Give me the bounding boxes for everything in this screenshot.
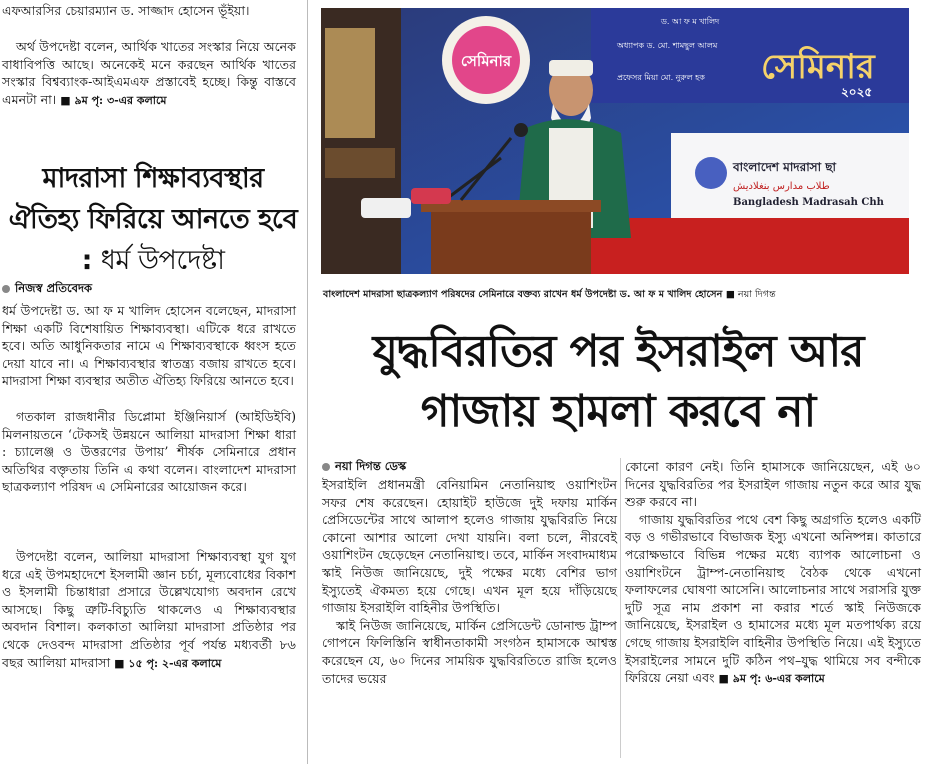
column-divider xyxy=(307,0,308,764)
seminar-title: সেমিনার xyxy=(761,47,875,87)
banner-line: ড. আ ফ ম খালিদ xyxy=(661,17,720,26)
caption-source: ■ নয়া দিগন্ত xyxy=(725,289,776,300)
story-headline[interactable]: যুদ্ধবিরতির পর ইসরাইল আর গাজায় হামলা করবে না xyxy=(372,326,864,437)
story-para: গতকাল রাজধানীর ডিপ্লোমা ইঞ্জিনিয়ার্স (আইডিইবি) মিলনায়তনে ‘টেকসই উন্নয়নে আলিয়া মাদরাসা শিক্ষা ধারা : চ্যালেঞ্জ ও উত্তরণের উপায়’ শীর্ষক সেমিনারে প্রধান অতিথির বক্তৃতায় তিনি এ কথা বলেন। বাংলাদেশ মাদরাসা ছাত্রকল্যাণ পরিষদ এ সেমিনারের আয়োজন করে। xyxy=(2,409,296,495)
story-para: স্কাই নিউজ জানিয়েছে, মার্কিন প্রেসিডেন্ট ডোনাল্ড ট্রাম্প গোপনে ফিলিস্তিনি স্বাধীনতাকামী সংগঠন হামাসকে আশ্বস্ত করেছেন যে, ৬০ দিনের সাময়িক যুদ্ধবিরতিতে রাজি হলেও তাদের ভয়ের xyxy=(322,617,617,686)
photo-caption xyxy=(323,288,923,303)
org-name-bn: বাংলাদেশ মাদরাসা ছা xyxy=(733,160,837,174)
bullet-icon xyxy=(322,463,330,471)
photo-illustration xyxy=(321,8,909,274)
byline xyxy=(2,280,92,299)
para-lead-end: এফআরসির চেয়ারম্যান ড. সাজ্জাদ হোসেন ভূঁইয়া। xyxy=(2,3,250,18)
para-finance-text: অর্থ উপদেষ্টা বলেন, আর্থিক খাতের সংস্কার নিয়ে অনেক বাধাবিপত্তি আছে। অনেকেই মনে করছেন আর্থিক খাতের সংস্কার বিশ্বব্যাংক-আইএমএফ প্রস্তাবেই হচ্ছে। কিন্তু বাস্তবে এমনটা না। xyxy=(2,39,296,107)
byline-text: নয়া দিগন্ত ডেস্ক xyxy=(335,459,407,473)
seminar-year: ২০২৫ xyxy=(841,85,873,99)
caption-text: বাংলাদেশ মাদরাসা ছাত্রকল্যাণ পরিষদের সেমিনারে বক্তব্য রাখেন ধর্ম উপদেষ্টা ড. আ ফ ম খালিদ হোসেন xyxy=(323,289,723,300)
org-name-en: Bangladesh Madrasah Chh xyxy=(733,197,884,208)
column-divider xyxy=(620,458,621,758)
bullet-icon xyxy=(2,285,10,293)
org-name-ar: طلاب مدارس بنغلاديش xyxy=(733,181,830,192)
byline-text: নিজস্ব প্রতিবেদক xyxy=(15,281,93,295)
continuation-jump[interactable]: ■ ৯ম পৃ: ৩-এর কলামে xyxy=(60,93,167,107)
story-para: ইসরাইলি প্রধানমন্ত্রী বেনিয়ামিন নেতানিয়াহু ওয়াশিংটন সফর শেষ করেছেন। হোয়াইট হাউজে দুই দফায় মার্কিন প্রেসিডেন্টের সাথে আলাপ হলেও গাজায় যুদ্ধবিরতি নিয়ে কোনো আশার আলো দেখা যায়নি। বলা চলে, নীরবেই ওয়াশিংটন ছেড়েছেন নেতানিয়াহু। তবে, মার্কিন সংবাদমাধ্যম স্কাই নিউজ জানিয়েছে, দুই পক্ষের মধ্যে বেশির ভাগ ইস্যুতেই ঐকমত্য হয়ে গেছে। এখন মূল হয়ে দাঁড়িয়েছে গাজায় ইসরাইলি বাহিনীর উপস্থিতি। xyxy=(322,477,617,616)
story-para xyxy=(625,511,921,688)
story-para: কোনো কারণ নেই। তিনি হামাসকে জানিয়েছেন, এই ৬০ দিনের যুদ্ধবিরতির পর ইসরাইল গাজায় নতুন করে আর যুদ্ধ শুরু করবে না। xyxy=(625,459,921,510)
story-para-text: উপদেষ্টা বলেন, আলিয়া মাদরাসা শিক্ষাব্যবস্থা যুগ যুগ ধরে এই উপমহাদেশে ইসলামী জ্ঞান চর্চা, মূল্যবোধের বিকাশ ও ইসলামী চিন্তাধারা প্রসারে উল্লেখযোগ্য অবদান রেখে আসছে। কিছু ত্রুটি-বিচ্যুতি থাকলেও এ শিক্ষাব্যবস্থার অবদান বিশাল। কলকাতা আলিয়া মাদরাসা প্রতিষ্ঠার পর থেকে দেওবন্দ মাদরাসা প্রতিষ্ঠার পূর্ব পর্যন্ত মধ্যবর্তী ৮৬ বছর আলিয়া মাদরাসা xyxy=(2,549,296,670)
continuation-jump[interactable]: ■ ১৫ পৃ: ২-এর কলামে xyxy=(114,656,222,670)
headline-attribution: ধর্ম উপদেষ্টা xyxy=(100,245,225,276)
left-column xyxy=(0,0,300,764)
story-para: ধর্ম উপদেষ্টা ড. আ ফ ম খালিদ হোসেন বলেছেন, মাদরাসা শিক্ষা একটি বিশেষায়িত শিক্ষাব্যবস্থা। এটিকে ধরে রাখতে হবে। অতি আধুনিকতার নামে এ শিক্ষাব্যবস্থাকে ধ্বংস হতে দেয়া যাবে না। এ শিক্ষাব্যবস্থার স্বাতন্ত্র্য বজায় রাখতে হবে। মাদরাসা শিক্ষা ব্যবস্থার অতীত ঐতিহ্য ফিরিয়ে আনতে হবে। xyxy=(2,303,296,389)
story-headline[interactable] xyxy=(8,158,298,281)
byline xyxy=(322,458,406,477)
story-column-2 xyxy=(625,458,921,688)
news-photo xyxy=(321,8,909,274)
headline-main: মাদরাসা শিক্ষাব্যবস্থার ঐতিহ্য ফিরিয়ে আনতে হবে : xyxy=(8,163,298,276)
story-para xyxy=(2,548,296,672)
para-finance xyxy=(2,38,296,109)
banner-line: প্রফেসর মিয়া মো. নুরুল হক xyxy=(617,73,705,82)
story-para-text: গাজায় যুদ্ধবিরতির পথে বেশ কিছু অগ্রগতি হলেও একটি বড় ও গভীরভাবে বিভাজক ইস্যু এখনো অনিষ্পন্ন। কাতারে পরোক্ষভাবে বিভিন্ন পক্ষের মধ্যে ব্যাপক আলোচনা ও ওয়াশিংটনে ট্রাম্প-নেতানিয়াহু বৈঠক থেকে এখনো ফলাফলের ঘোষণা আসেনি। আলোচনার সাথে সরাসরি যুক্ত দুটি সূত্র নাম প্রকাশ না করার শর্তে স্কাই নিউজকে জানিয়েছে, ইসরাইল ও হামাসের মধ্যে মূল মতপার্থক্য রয়ে গেছে গাজায় ইসরাইলি বাহিনীর উপস্থিতি নিয়ে। এই ইস্যুতে ইসরাইলের সামনে দুটি কঠিন পথ–যুদ্ধ থামিয়ে সব বন্দীকে ফিরিয়ে নেয়া এবং xyxy=(625,511,921,686)
continuation-jump[interactable]: ■ ৯ম পৃ: ৬-এর কলামে xyxy=(718,672,825,686)
banner-line: অধ্যাপক ড. মো. শামছুল আলম xyxy=(617,41,718,50)
story-column-1 xyxy=(322,476,617,687)
badge-text: সেমিনার xyxy=(460,52,512,70)
